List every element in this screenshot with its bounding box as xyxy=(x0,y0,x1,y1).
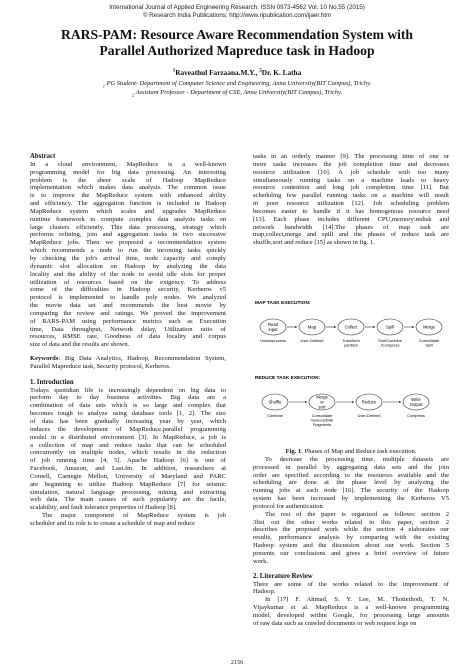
abstract-line: implementation which makes data analysis. The common issue xyxy=(30,184,226,192)
body-line: scheduling few parallel running tasks on a machine will result xyxy=(253,192,449,200)
abstract-line: resources, RMSE rate, Goodness of data locality and corpus xyxy=(30,333,226,341)
body-line: results, performance analysis by comparing with the existing xyxy=(253,534,449,542)
body-line: protocol for authentication. xyxy=(253,502,325,510)
literature-line: Hadoop. xyxy=(253,588,276,596)
literature-line: There are some of the works related to the improvement of xyxy=(253,580,449,588)
abstract-line: runtime framework to compute complex data analysis tasks on xyxy=(30,215,226,223)
author1-sup: 1 xyxy=(172,68,176,74)
body-line: scheduling are done at the phase level by analyzing the xyxy=(253,479,449,487)
right-top-body xyxy=(253,153,449,247)
intro-line: perform day to day business activities. Big data are a xyxy=(30,394,226,402)
abstract-line: In a cloud environment, MapReduce is a well-known xyxy=(30,160,226,168)
map-sub-label: Transform xyxy=(342,338,360,343)
intro-line: of job running time [4, 5]. Apache Hadoop [6] is one of xyxy=(30,457,226,465)
intro-line: becomes tough to analyze using database tools [1, 2]. The size xyxy=(30,410,226,418)
body-line: processed in parallel by aggregating data sets and the join xyxy=(253,463,449,471)
map-node-label: Collect xyxy=(344,324,358,330)
keywords-label: Keywords xyxy=(30,355,59,363)
map-sub-label: Sort/Combine xyxy=(378,338,402,343)
abstract-line: by checking the job's arrival time, node capacity and comply xyxy=(30,254,226,262)
intro-heading: 1. Introduction xyxy=(30,378,74,386)
abstract-line: some of the difficulties in Hadoop security, Kerberos v5 xyxy=(30,286,226,294)
map-sub-label: partition xyxy=(344,342,358,348)
affil1-num: 1 xyxy=(102,83,106,89)
reduce-node-label: sort xyxy=(318,404,326,410)
title-line-1: RARS-PAM: Resource Aware Recommendation System with xyxy=(61,27,413,42)
journal-line: International Journal of Applied Engineering Research, ISSN 0973-4562 Vol. 10 No.55 (2015) xyxy=(109,4,365,11)
body-line: To decrease the processing time, multiple datasets are xyxy=(265,455,449,463)
body-line: describes the proposed work while the section 4 elaborates our xyxy=(253,526,449,534)
author2-name: Dr. K. Latha xyxy=(261,68,302,77)
abstract-line: performs refining, join and aggregation tasks in two successive xyxy=(30,231,226,239)
right-column-top xyxy=(253,153,449,247)
figure-caption-text: : Phases of Map and Reduce task execution. xyxy=(301,448,417,455)
body-line: presents our conclusions and gives a brief overview of future xyxy=(253,549,449,557)
title-line-2: Parallel Authorized Mapreduce task in Hadoop xyxy=(99,42,375,58)
abstract-line: comparing the review and ratings. We proved the improvement xyxy=(30,309,226,317)
reduce-sub-label: Compress xyxy=(407,413,425,418)
reduce-node-label: Shuffle xyxy=(268,399,282,405)
map-sub-label: Spill xyxy=(425,342,433,348)
reduce-task-label: REDUCE TASK EXECUTION: xyxy=(255,376,321,381)
figure-caption-label: Fig. 1 xyxy=(285,448,302,455)
intro-line: are beginning to utilize Hadoop MapReduce [7] for seismic xyxy=(30,480,226,488)
reduce-sub-label: User-Defined xyxy=(357,413,381,418)
body-line: order are specified according to the resources available and the xyxy=(253,471,449,479)
intro-line: The major component of MapReduce system is job xyxy=(42,512,226,520)
body-line: becomes easier to handle if it has homogenous resource need xyxy=(253,207,449,215)
author2-sup: 2 xyxy=(259,68,262,74)
reduce-node-label: or xyxy=(320,399,324,405)
right-mid-body xyxy=(253,456,449,566)
map-row xyxy=(260,319,442,348)
reduce-sub-label: Combine xyxy=(267,413,283,418)
map-sub-label: User-Defined xyxy=(300,338,324,343)
literature-line: Vijaykumar et al. MapReduce is a well-known programming xyxy=(253,604,449,612)
map-sub-label: /Compress xyxy=(380,342,400,348)
abstract-line: MapReduce system which scales and upgrades MapReduce xyxy=(30,207,226,215)
body-line: [13]. Each phase includes different CPU,memory\mdisk and xyxy=(253,215,449,223)
literature-line: model, developed within Google, for processing large amounts xyxy=(253,611,449,619)
intro-body xyxy=(30,387,226,528)
reduce-sub-label: memory/Disk xyxy=(310,417,334,423)
literature-heading: 2. Literature Review xyxy=(253,572,313,580)
map-node-label: Read xyxy=(267,322,279,327)
intro-line: web data. The main causes of such popularity are the facile, xyxy=(30,496,226,504)
map-node-label: Map xyxy=(307,324,317,330)
author1-name: Raveathul Farzaana.M.Y., xyxy=(175,68,258,77)
intro-line: induces the development of MapReduce.parallel programming xyxy=(30,425,226,433)
figure-1-diagram xyxy=(253,297,449,445)
abstract-line: is to improve the MapReduce system with enhanced ability xyxy=(30,192,226,200)
intro-line: simulation, natural language processing, mining and extracting xyxy=(30,488,226,496)
affil1-text: PG Student- Department of Computer Science and Engineering, Anna University(BIT Campus), Trichy. xyxy=(106,80,372,87)
figure-caption xyxy=(253,448,449,456)
literature-line: of raw data such as crawled documents or web request logs on xyxy=(253,619,417,627)
intro-line: of data has been gradually increasing year by year, which xyxy=(30,418,226,425)
abstract-line: of RARS-PAM using performance metrics such as Execution xyxy=(30,317,226,325)
abstract-line: dynamic slot allocation on Hadoop by analyzing the data xyxy=(30,262,226,270)
intro-line: scheduler and its role is to create a schedule of map and reduce xyxy=(30,519,196,527)
author-line xyxy=(0,68,474,77)
reduce-row xyxy=(262,394,429,427)
abstract-line: and efficiency. The aggregation function is included in Hadoop xyxy=(30,200,226,208)
paper-title xyxy=(20,27,454,58)
body-line: simultaneously running tasks on a machine leads to heavy xyxy=(253,176,449,184)
keywords xyxy=(30,355,226,371)
body-line: tasks in an orderly manner [9]. The processing time of one or xyxy=(253,153,449,160)
abstract-line: size of data and the results are shown. xyxy=(30,341,130,349)
map-sub-label: Consolidate xyxy=(418,338,440,343)
literature-body xyxy=(253,581,449,628)
reduce-node-label: Merge xyxy=(316,394,328,400)
intro-line: combination of data sets which is so large and complex that xyxy=(30,402,226,410)
map-sub-label: Unisonprocess xyxy=(260,338,286,343)
keywords-text: : Big Data Analytics, Hadoop, Recommendation System, Parallel Mapreduce task, Security protocol, Kerberos. xyxy=(30,355,226,370)
intro-line: model in a distributed environment [3]. In MapReduce, a job is xyxy=(30,433,226,441)
left-column xyxy=(30,153,226,528)
body-line: shuffle,sort and reduce [15] as shown in fig. 1. xyxy=(253,239,375,247)
reduce-sub-label: Consolidate xyxy=(311,413,333,418)
abstract-line: utilization of resources based on the exigency. To address xyxy=(30,278,226,286)
map-node-label: Spill xyxy=(386,324,394,330)
body-line: Hadoop system and the discussion about our work. Section 5 xyxy=(253,542,449,550)
body-line: running jobs at each node [16]. The security of the Hadoop xyxy=(253,487,449,495)
intro-line: Facebook, Amazon, and Last.fm. In addition, researchers at xyxy=(30,465,226,473)
reduce-sub-label: Fragments xyxy=(312,422,332,428)
page-number: 2156 xyxy=(230,659,244,666)
publisher-line: © Research India Publications; http://www.ripublication.com/ijaer.htm xyxy=(142,12,332,19)
body-line: map,collect,merge and spill and the phases of reduce task are xyxy=(253,231,449,239)
abstract-line: protocol is implemented to handle poly nodes. We analyzed xyxy=(30,294,226,302)
intro-line: scalability, and fault tolerance properties of Hadoop [8]. xyxy=(30,504,177,512)
map-node-label: input xyxy=(268,327,278,332)
abstract-line: the movie data set and recommends the best movie by xyxy=(30,302,226,310)
affiliation-2 xyxy=(0,89,474,99)
body-line: network bandwidth [14].The phases of map task are xyxy=(253,223,449,231)
body-line: The rest of the paper is organized as follows: section 2 xyxy=(265,510,449,518)
reduce-node-label: Write xyxy=(411,397,421,402)
body-line: 3list out the other works related to this paper, section 2 xyxy=(253,518,449,526)
body-line: resource utilization [10]. A job schedule with too many xyxy=(253,168,449,176)
intro-line: Todays quotidian life is increasingly dependent on big data to xyxy=(30,386,226,394)
abstract-line: locality and the ability of the node to avoid idle slots for proper xyxy=(30,270,226,278)
body-line: more tasks increases the job completion time and decreases xyxy=(253,160,449,168)
abstract-body xyxy=(30,161,226,349)
intro-line: concurrently on multiple nodes, which results in the reduction xyxy=(30,449,226,457)
abstract-line: large clusters efficiently. This data processing, strategy which xyxy=(30,223,226,231)
body-line: work. xyxy=(253,557,269,565)
abstract-line: MapReduce jobs. Then we proposed a recommendation system xyxy=(30,239,226,247)
right-column-bottom xyxy=(253,448,449,628)
literature-line: In [17] F. Ahmad, S. Y. Lee, M. Thottethodi, T. N. xyxy=(265,596,449,604)
abstract-line: problem is the sheer scale of Hadoop MapReduce xyxy=(30,176,226,184)
intro-line: Cornell, Carnegie Mellon, University of Maryland and PARC xyxy=(30,472,226,480)
intro-line: a collection of map and reduce tasks that can be scheduled xyxy=(30,441,226,449)
map-node-label: Merge xyxy=(423,324,435,330)
reduce-node-label: Output xyxy=(409,402,423,407)
map-task-label: MAP TASK EXECUTION: xyxy=(255,301,311,306)
affil2-num: 2 xyxy=(131,92,135,98)
body-line: in poor resource utilization [12]. Job scheduling problem xyxy=(253,200,449,208)
abstract-line: time, Data throughput, Network delay, Utilization ratio of xyxy=(30,325,226,333)
body-line: resource contention and long job completion time [11]. But xyxy=(253,184,449,192)
body-line: system has been increased by implementing the Kerberos V5 xyxy=(253,495,449,503)
abstract-heading: Abstract xyxy=(30,153,56,160)
reduce-node-label: Reduce xyxy=(361,399,377,405)
abstract-line: programming model for big data processing. An interesting xyxy=(30,168,226,176)
affil2-text: Assistant Professor - Department of CSE, Anna University(BIT Campus), Trichy. xyxy=(135,89,343,96)
abstract-line: which recommends a node to run the incoming tasks quickly xyxy=(30,247,226,255)
